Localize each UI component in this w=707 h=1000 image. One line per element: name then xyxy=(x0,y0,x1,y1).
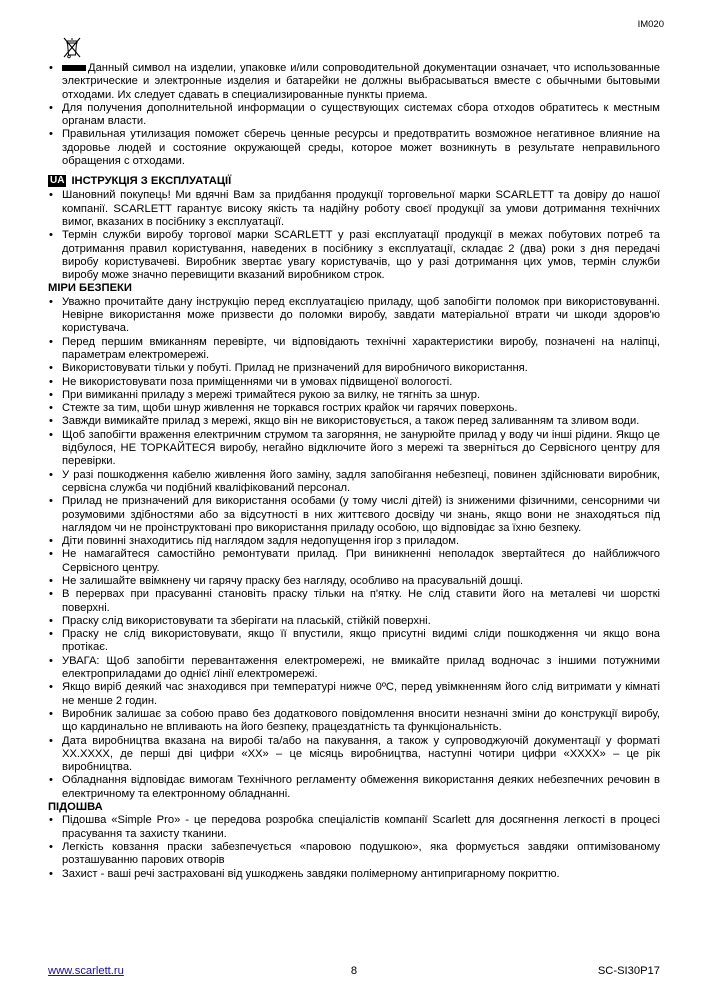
list-item: • Праску слід використовувати та зберігати на плаській, стійкій поверхні. xyxy=(48,615,660,628)
list-item: • Виробник залишає за собою право без додаткового повідомлення вносити незначні зміни до конструкції виробу, що кардинально не впливають на його безпеку, працездатність та функціональність. xyxy=(48,708,660,735)
safety-list xyxy=(48,296,660,801)
list-item: • Стежте за тим, щоби шнур живлення не торкався гострих крайок чи гарячих поверхонь. xyxy=(48,402,660,415)
list-item: • Данный символ на изделии, упаковке и/или сопроводительной документации означает, что использованные электрические и электронные изделия и батарейки не должны выбрасываться вместе с обычными бытовыми отходами. Их следует сдавать в специализированные пункты приема. xyxy=(48,62,660,102)
list-item: • У разі пошкодження кабелю живлення його заміну, задля запобігання небезпеці, повинен здійснювати виробник, сервісна служба чи подібний кваліфікований персонал. xyxy=(48,469,660,496)
safety-heading: МІРИ БЕЗПЕКИ xyxy=(48,282,132,295)
list-item: • УВАГА: Щоб запобігти перевантаження електромережі, не вмикайте прилад водночас з іншими потужними електроприладами до однієї лінії електромережі. xyxy=(48,655,660,682)
page-content xyxy=(48,36,660,881)
list-item: • Уважно прочитайте дану інструкцію перед експлуатацією приладу, щоб запобігти поломок при використовуванні. Невірне використання може призвести до поломки виробу, завдати матеріальної втрати чи шкоди здоров'ю користувача. xyxy=(48,296,660,336)
list-item: • Для получения дополнительной информации о существующих системах сбора отходов обратитесь к местным органам власти. xyxy=(48,102,660,129)
black-bar-symbol xyxy=(62,65,86,71)
list-item: • Обладнання відповідає вимогам Технічного регламенту обмеження використання деяких небезпечних речовин в електричному та електронному обладнанні. xyxy=(48,774,660,801)
list-item: • Щоб запобігти враження електричним струмом та загоряння, не занурюйте прилад у воду чи інші рідини. Якщо це відбулося, НЕ ТОРКАЙТЕСЯ виробу, негайно відключите його з мережі та зверніться до Сервісного центру для перевірки. xyxy=(48,429,660,469)
disposal-list xyxy=(48,62,660,168)
model-code: IM020 xyxy=(637,19,664,30)
soleplate-heading: ПІДОШВА xyxy=(48,801,103,814)
list-item: • Підошва «Simple Pro» - це передова розробка спеціалістів компанії Scarlett для досягнення легкості в процесі прасування та захисту тканини. xyxy=(48,814,660,841)
page-footer xyxy=(48,965,660,979)
list-item: • При вимиканні приладу з мережі тримайтеся рукою за вилку, не тягніть за шнур. xyxy=(48,389,660,402)
list-item: • Не залишайте ввімкнену чи гарячу праску без нагляду, особливо на прасувальній дошці. xyxy=(48,575,660,588)
ua-section-heading xyxy=(48,174,660,188)
list-item: • Якщо виріб деякий час знаходився при температурі нижче 0ºC, перед увімкненням його слід витримати у кімнаті не менше 2 годин. xyxy=(48,681,660,708)
list-item: • Не намагайтеся самостійно ремонтувати прилад. При виникненні неполадок звертайтеся до найближчого Сервісного центру. xyxy=(48,548,660,575)
language-badge: UA xyxy=(50,175,65,187)
website-link[interactable]: www.scarlett.ru xyxy=(48,965,124,977)
list-item: • Термін служби виробу торгової марки SCARLETT у разі експлуатації продукції в межах побутових потреб та дотримання правил користування, наведених в посібнику з експлуатації, складає 2 (два) роки з дня передачі виробу користувачеві. Виробник звертає увагу користувачів, що у разі дотримання цих умов, термін служби виробу може значно перевищити вказаний виробником строк. xyxy=(48,229,660,282)
list-item: • Завжди вимикайте прилад з мережі, якщо він не використовується, а також перед заливанням та зливом води. xyxy=(48,415,660,428)
list-item: • Легкість ковзання праски забезпечується «паровою подушкою», яка формується завдяки оптимізованому розташуванню парових отворів xyxy=(48,841,660,868)
section-title: ІНСТРУКЦІЯ З ЕКСПЛУАТАЦІЇ xyxy=(71,174,232,187)
soleplate-list xyxy=(48,814,660,880)
page-number: 8 xyxy=(350,965,358,977)
intro-list xyxy=(48,189,660,282)
list-item: • Прилад не призначений для використання особами (у тому числі дітей) із зниженими фізичними, сенсорними чи розумовими здібностями або за відсутності в них життєвого досвіду чи знань, якщо вони не знаходяться під наглядом чи не проінструктовані про використання приладу особою, що відповідає за їхню безпеку. xyxy=(48,495,660,535)
disposal-symbol-row xyxy=(48,36,660,62)
list-item: • Перед першим вмиканням перевірте, чи відповідають технічні характеристики виробу, позначені на наліпці, параметрам електромережі. xyxy=(48,336,660,363)
list-item: • Діти повинні знаходитись під наглядом задля недопущення ігор з приладом. xyxy=(48,535,660,548)
list-item: • Захист - ваші речі застраховані від ушкоджень завдяки полімерному антипригарному покриттю. xyxy=(48,868,660,881)
list-item: • Не використовувати поза приміщеннями чи в умовах підвищеної вологості. xyxy=(48,376,660,389)
list-item: • В перервах при прасуванні становіть праску тільки на п'ятку. Не слід ставити його на металеві чи шорсткі поверхні. xyxy=(48,588,660,615)
document-code: SC-SI30P17 xyxy=(597,965,660,977)
list-item: • Праску не слід використовувати, якщо її впустили, якщо присутні видимі сліди пошкодження чи якщо вона протікає. xyxy=(48,628,660,655)
crossed-out-wheelie-bin-icon xyxy=(62,36,82,62)
list-item: • Правильная утилизация поможет сберечь ценные ресурсы и предотвратить возможное негативное влияние на здоровье людей и состояние окружающей среды, которое может возникнуть в результате неправильного обращения с отходами. xyxy=(48,128,660,168)
list-item: • Шановний покупець! Ми вдячні Вам за придбання продукції торговельної марки SCARLETT та довіру до нашої компанії. SCARLETT гарантує високу якість та надійну роботу своєї продукції за умови дотримання технічних вимог, вказаних в посібнику з експлуатації. xyxy=(48,189,660,229)
list-item: • Дата виробництва вказана на виробі та/або на пакування, а також у супроводжуючій документації у форматі XX.XXXX, де перші дві цифри «XX» – це місяць виробництва, наступні чотири цифри «XXXX» – це рік виробництва. xyxy=(48,735,660,775)
list-item: • Використовувати тільки у побуті. Прилад не призначений для виробничого використання. xyxy=(48,362,660,375)
